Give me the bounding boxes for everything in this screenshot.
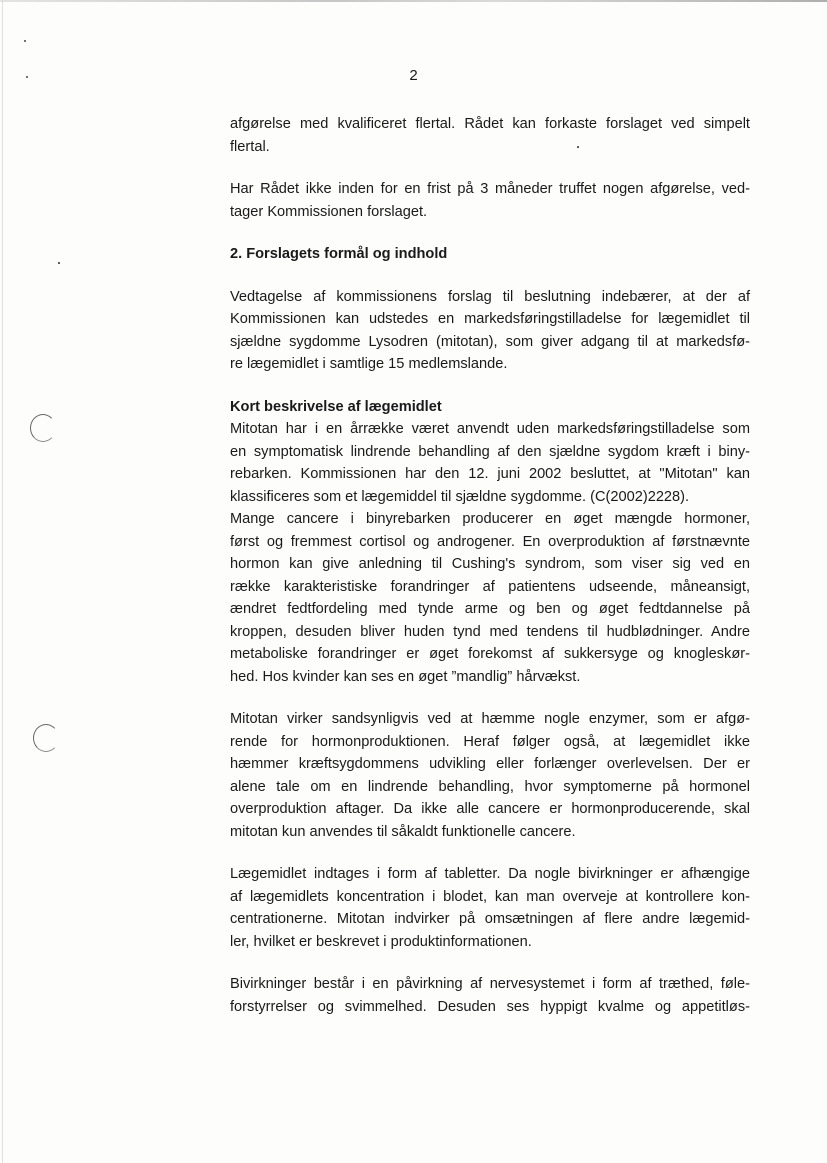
text-line: ler, hvilket er beskrevet i produktinformationen. (230, 933, 532, 950)
text-line: hæmmer kræftsygdommens udvikling eller forlænger overlevelsen. Der er (230, 756, 750, 772)
text-line: alene tale om en lindrende behandling, hvor symptomerne på hormonel (230, 778, 750, 795)
text-line: forstyrrelser og svimmelhed. Desuden ses hyppigt kvalme og appetitløs- (230, 998, 750, 1015)
text-line: Mitotan har i en årrække været anvendt uden markedsføringstilladelse som (230, 421, 750, 437)
text-line: flertal. (230, 138, 270, 155)
paragraph-7 (230, 863, 750, 953)
paragraph-4 (230, 418, 750, 508)
scan-speck (58, 262, 60, 264)
text-line: Mange cancere i binyrebarken producerer en øget mængde hormoner, (230, 511, 750, 527)
text-line: overproduktion aftager. Da ikke alle cancere er hormonproducerende, skal (230, 801, 750, 817)
text-line: hormon kan give anledning til Cushing's syndrom, som viser sig ved en (230, 556, 750, 572)
paragraph-1 (230, 113, 750, 158)
text-line: Bivirkninger består i en påvirkning af nervesystemet i form af træthed, føle- (230, 976, 750, 992)
text-line: afgørelse med kvalificeret flertal. Rådet kan forkaste forslaget ved simpelt (230, 116, 750, 132)
text-line: ændret fedtfordeling med tynde arme og ben og øget fedtdannelse på (230, 601, 750, 617)
subsection-heading: Kort beskrivelse af lægemidlet (230, 398, 442, 415)
text-line: Har Rådet ikke inden for en frist på 3 måneder truffet nogen afgørelse, ved- (230, 181, 750, 197)
paragraph-8 (230, 973, 750, 1018)
paragraph-6 (230, 708, 750, 843)
text-line: mitotan kun anvendes til såkaldt funktionelle cancere. (230, 823, 576, 840)
text-line: Kommissionen kan udstedes en markedsføringstilladelse for lægemidlet til (230, 311, 750, 327)
text-line: af lægemidlets koncentration i blodet, kan man overveje at kontrollere kon- (230, 888, 750, 905)
punch-hole-upper (30, 414, 56, 442)
paragraph-3 (230, 286, 750, 376)
text-line: hed. Hos kvinder kan ses en øget ”mandlig” hårvækst. (230, 668, 581, 685)
text-line: sjældne sygdomme Lysodren (mitotan), som giver adgang til at markedsfø- (230, 333, 750, 350)
text-line: tager Kommissionen forslaget. (230, 203, 428, 220)
scan-edge-top (0, 0, 827, 2)
text-line: metaboliske forandringer er øget forekomst af sukkersyge og knogleskør- (230, 646, 750, 662)
paragraph-5 (230, 508, 750, 688)
text-line: rebarken. Kommissionen har den 12. juni 2002 besluttet, at "Mitotan" kan (230, 466, 750, 482)
scan-edge-left (2, 0, 3, 1163)
text-line: klassificeres som et lægemiddel til sjældne sygdomme. (C(2002)2228). (230, 488, 690, 505)
text-line: Mitotan virker sandsynligvis ved at hæmme nogle enzymer, som er afgø- (230, 711, 750, 727)
text-line: kroppen, desuden bliver huden tynd med tendens til hudblødninger. Andre (230, 623, 750, 640)
text-line: Lægemidlet indtages i form af tabletter. Da nogle bivirkninger er afhængige (230, 866, 750, 882)
text-line: re lægemidlet i samtlige 15 medlemslande. (230, 356, 508, 372)
paragraph-2 (230, 178, 750, 223)
punch-hole-lower (33, 724, 59, 752)
section-heading: 2. Forslagets formål og indhold (230, 246, 448, 262)
text-line: først og fremmest cortisol og androgener. En overproduktion af førstnævnte (230, 533, 750, 550)
scan-speck (24, 40, 26, 42)
text-line: en symptomatisk lindrende behandling af den sjældne sygdom kræft i biny- (230, 443, 750, 460)
text-line: række karakteristiske forandringer af patientens udseende, måneansigt, (230, 578, 750, 595)
page-number: 2 (409, 67, 418, 84)
text-line: Vedtagelse af kommissionens forslag til beslutning indebærer, at der af (230, 288, 750, 305)
text-line: rende for hormonproduktionen. Heraf følger også, at lægemidlet ikke (230, 733, 750, 750)
document-body (230, 113, 750, 1018)
text-line: centrationerne. Mitotan indvirker på omsætningen af flere andre lægemid- (230, 911, 750, 927)
